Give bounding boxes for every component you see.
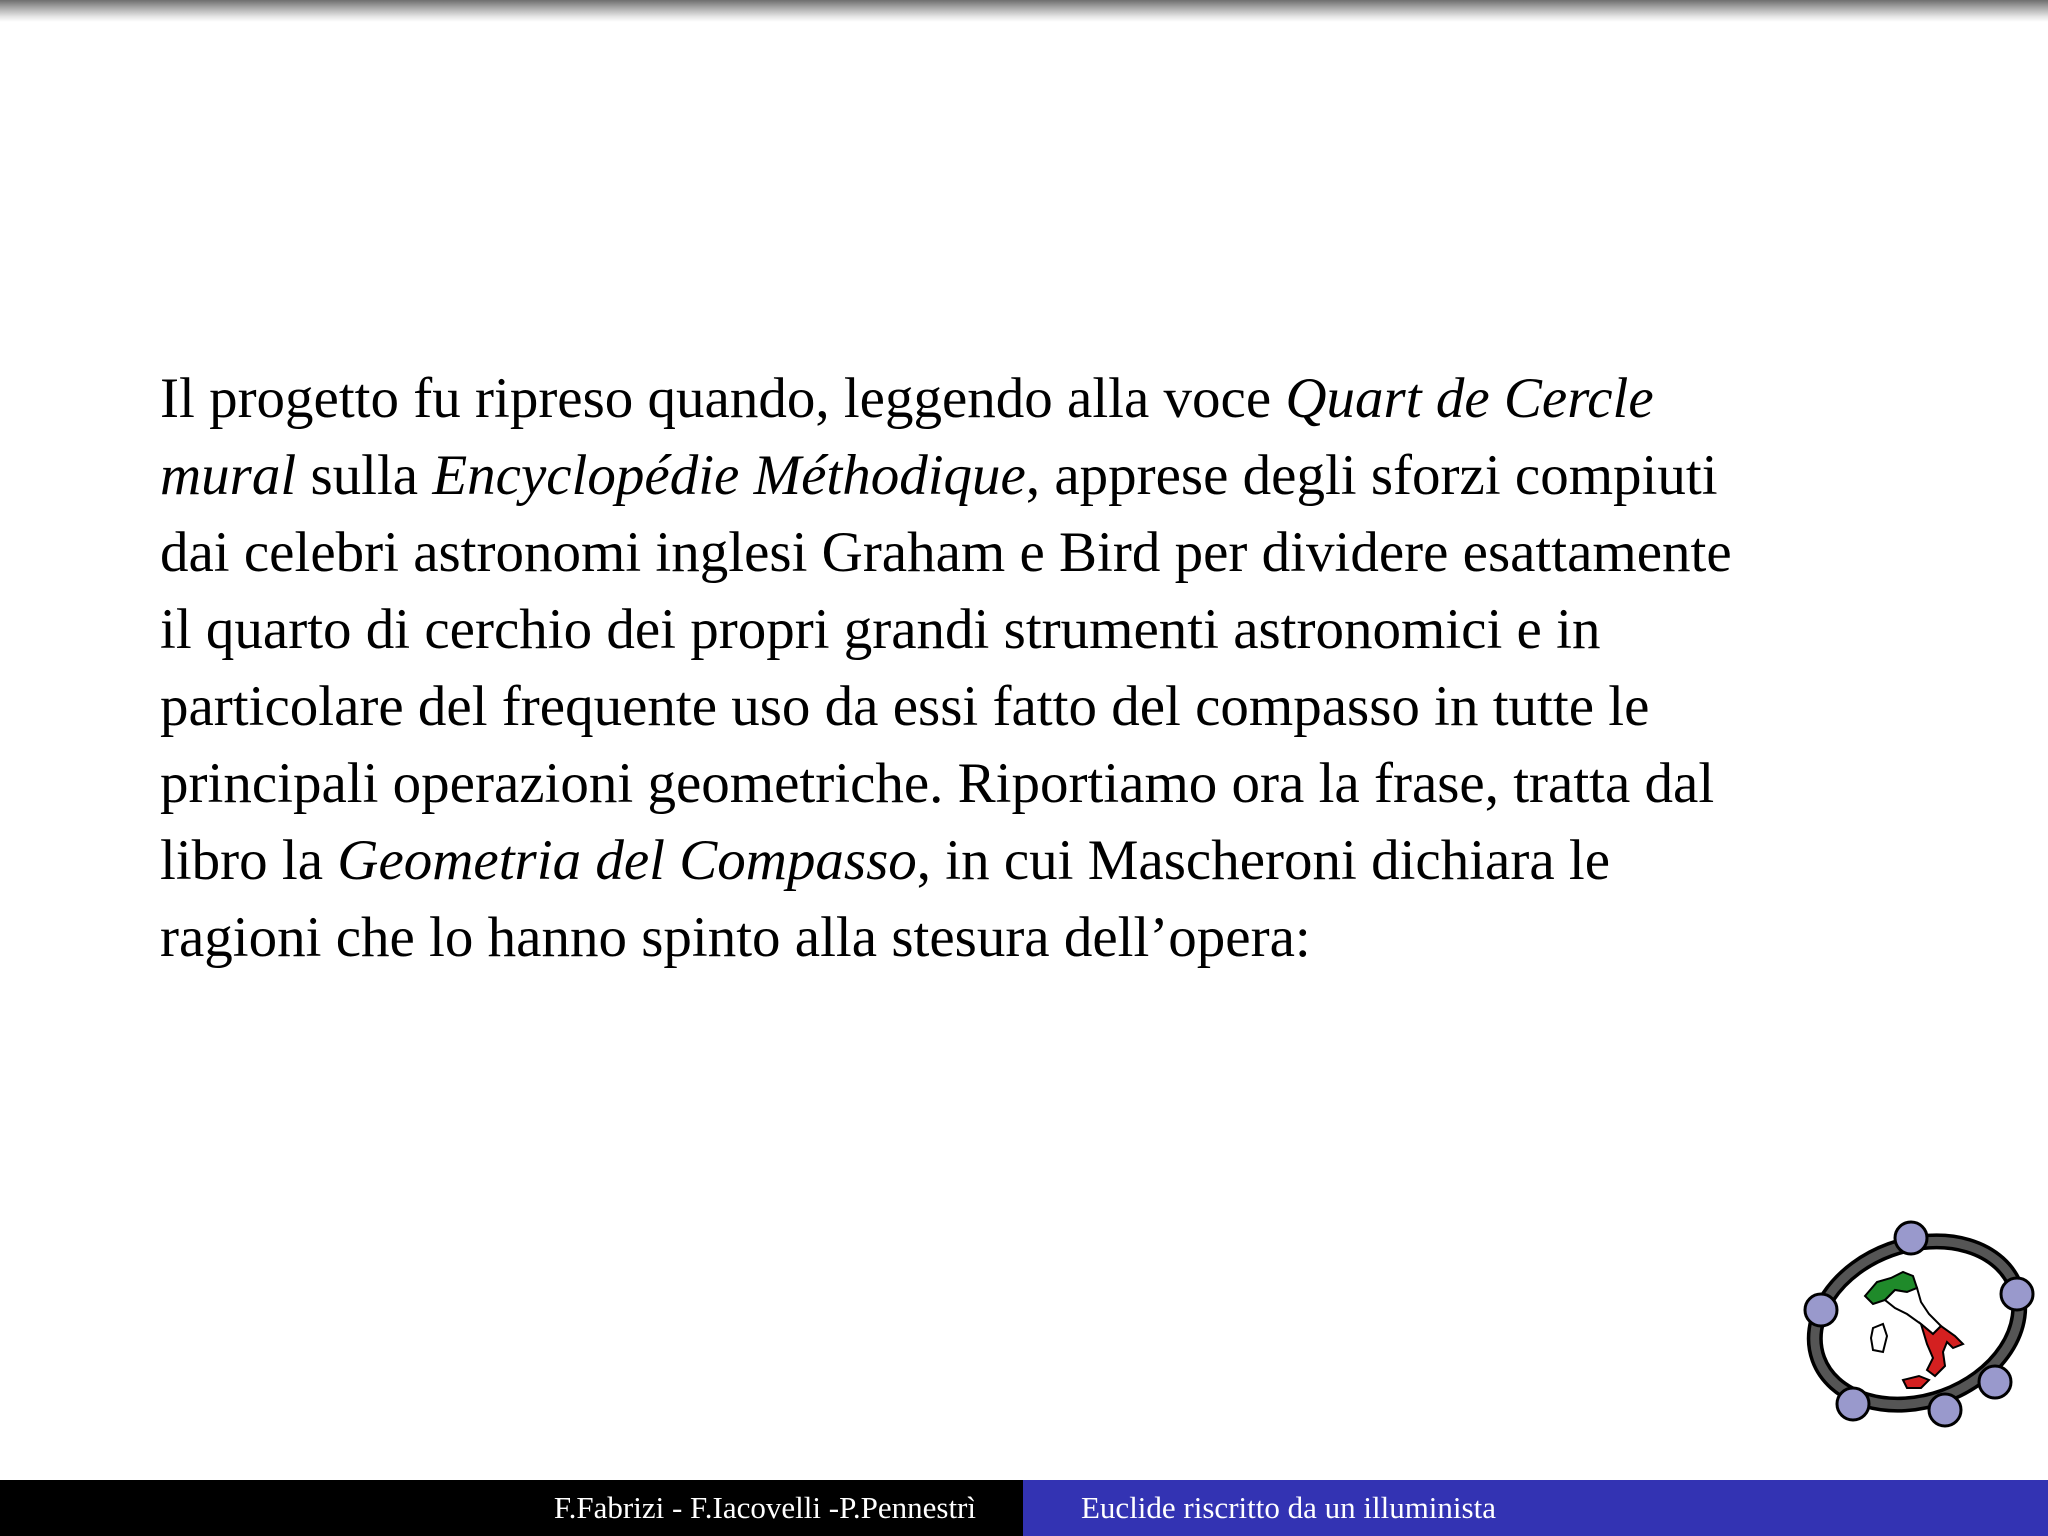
text-line-6: [160, 745, 1900, 822]
text-run: , apprese degli sforzi compiuti: [1025, 444, 1718, 507]
text-run: il quarto di cerchio dei propri grandi strumenti astronomici e in: [160, 598, 1601, 661]
top-shadow-bar: [0, 0, 2048, 22]
text-line-3: [160, 514, 1900, 591]
ring-node: [2001, 1278, 2033, 1310]
ring-node: [1805, 1294, 1837, 1326]
sicily-red: [1903, 1376, 1929, 1388]
italy-south-red: [1921, 1324, 1963, 1376]
sardinia-white: [1871, 1324, 1887, 1352]
ring-node: [1837, 1388, 1869, 1420]
footer-bar: [0, 1480, 2048, 1536]
italic-title-quart-de-cercle: Quart de Cercle: [1285, 367, 1654, 430]
italy-center-white: [1885, 1288, 1941, 1334]
footer-title-text: Euclide riscritto da un illuminista: [1081, 1490, 1496, 1525]
text-line-2: [160, 437, 1900, 514]
italic-title-encyclopedie: Encyclopédie Méthodique: [432, 444, 1026, 507]
text-line-1: [160, 360, 1900, 437]
text-run: particolare del frequente uso da essi fatto del compasso in tutte le: [160, 675, 1650, 738]
text-run: , in cui Mascheroni dichiara le: [916, 829, 1611, 892]
footer-authors: [0, 1480, 1023, 1536]
text-run: ragioni che lo hanno spinto alla stesura dell’opera:: [160, 906, 1311, 969]
text-line-4: [160, 591, 1900, 668]
text-run: libro la: [160, 829, 338, 892]
footer-title: [1023, 1480, 2048, 1536]
text-line-8: [160, 899, 1900, 976]
text-line-7: [160, 822, 1900, 899]
text-run: principali operazioni geometriche. Riportiamo ora la frase, tratta dal: [160, 752, 1715, 815]
ring-node: [1895, 1222, 1927, 1254]
text-run: sulla: [296, 444, 433, 507]
text-line-5: [160, 668, 1900, 745]
ring-node: [1979, 1366, 2011, 1398]
italic-title-mural: mural: [160, 444, 297, 507]
italy-map-ring-logo-icon: [1795, 1218, 2035, 1428]
footer-authors-text: F.Fabrizi - F.Iacovelli -P.Pennestrì: [553, 1490, 976, 1525]
italic-title-geometria: Geometria del Compasso: [337, 829, 917, 892]
text-run: Il progetto fu ripreso quando, leggendo alla voce: [160, 367, 1286, 430]
ring-node: [1929, 1394, 1961, 1426]
slide-body-text: [160, 360, 1900, 976]
text-run: dai celebri astronomi inglesi Graham e Bird per dividere esattamente: [160, 521, 1732, 584]
